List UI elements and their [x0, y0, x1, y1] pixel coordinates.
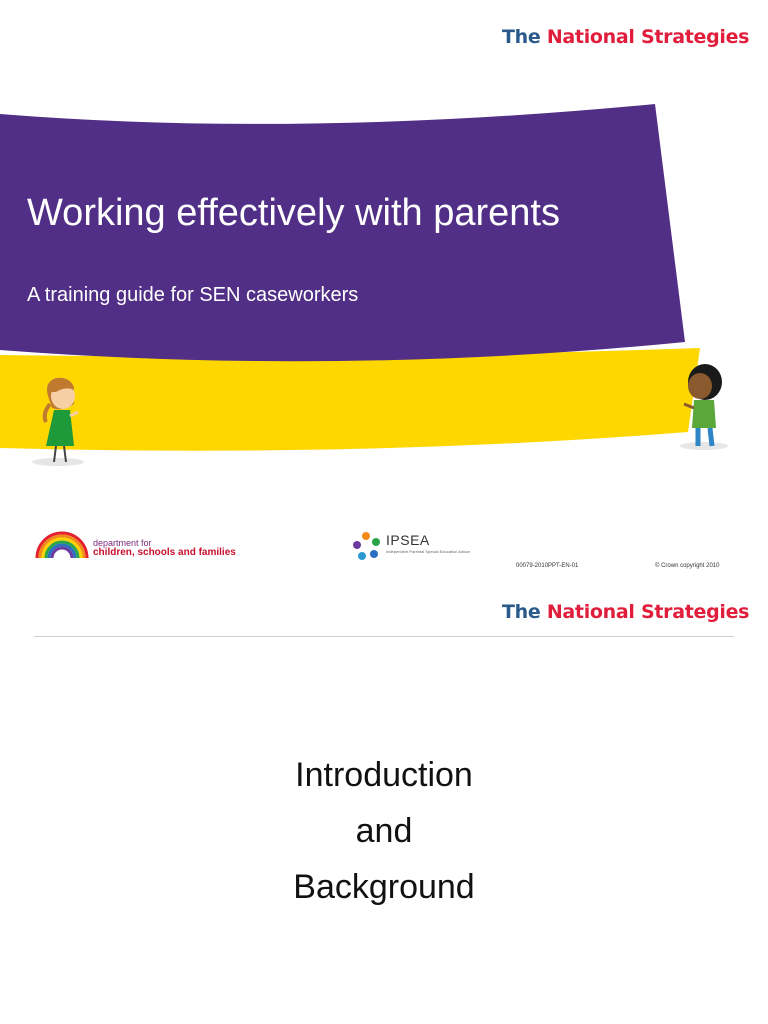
title-banner	[0, 0, 768, 500]
dcsf-text: department for children, schools and families	[93, 538, 236, 558]
section-heading-line-1: Introduction	[295, 756, 473, 794]
national-strategies-logo-slide2: The National Strategies	[502, 601, 750, 623]
ipsea-name: IPSEA	[386, 532, 430, 548]
slide-title: Working effectively with parents	[27, 192, 560, 234]
ipsea-tagline: Independent Parental Special Education Advice	[386, 549, 471, 554]
header-divider	[34, 636, 734, 637]
rainbow-icon	[35, 530, 89, 562]
section-heading-line-3: Background	[293, 868, 475, 906]
dcsf-logo	[35, 530, 255, 562]
reference-code: 00079-2010PPT-EN-01	[516, 563, 579, 569]
ipsea-logo	[352, 528, 502, 564]
national-strategies-logo-top: The National Strategies	[502, 26, 750, 48]
slide-subtitle: A training guide for SEN caseworkers	[27, 284, 359, 306]
ipsea-icon	[352, 528, 384, 564]
section-heading-line-2: and	[355, 812, 413, 850]
yellow-band	[0, 348, 700, 451]
copyright-notice: © Crown copyright 2010	[655, 563, 720, 569]
